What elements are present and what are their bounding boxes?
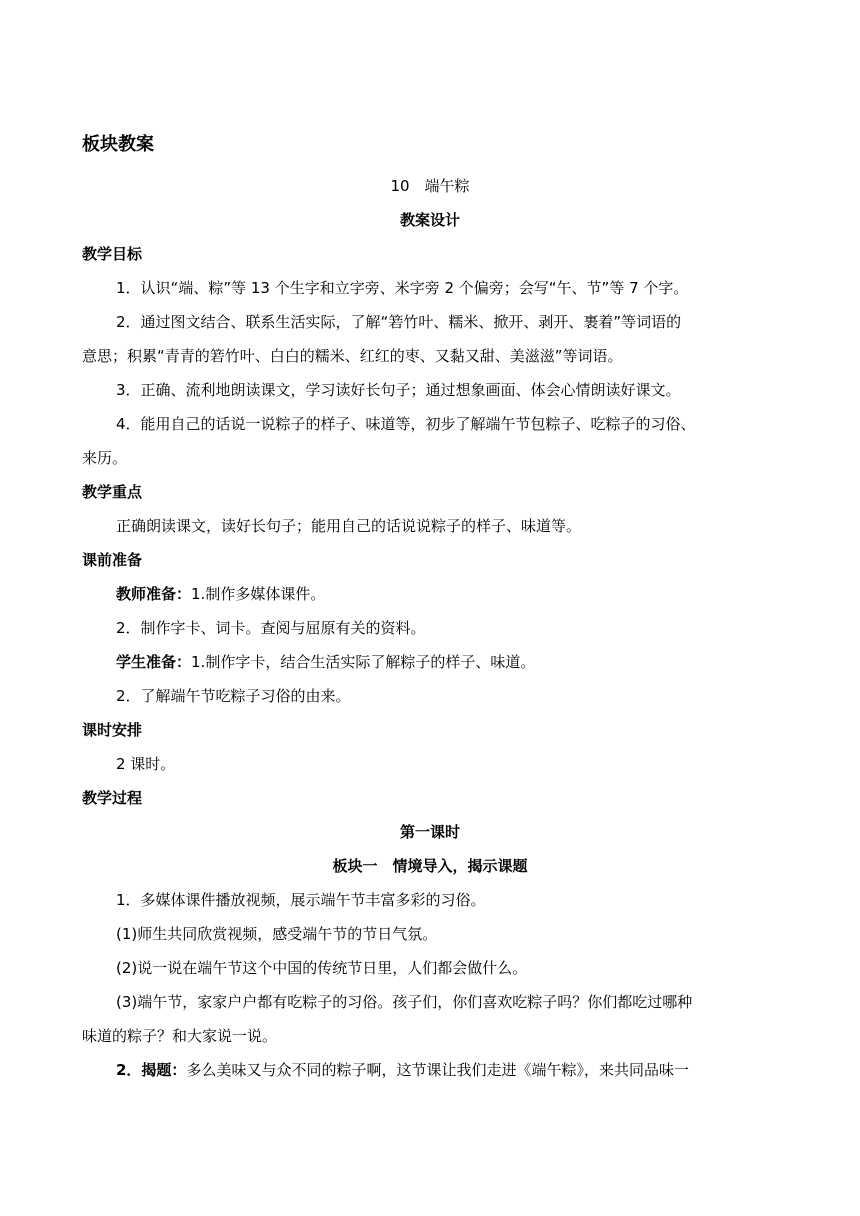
block-title: 板块教案 bbox=[82, 134, 154, 155]
design-title: 教案设计 bbox=[399, 211, 460, 229]
student-prep-label: 学生准备： bbox=[116, 653, 192, 671]
process-item-1-3-line-1: (3)端午节，家家户户都有吃粽子的习俗。孩子们，你们喜欢吃粽子吗？你们都吃过哪种 bbox=[116, 993, 693, 1011]
objective-1: 1．认识“端、粽”等 13 个生字和立字旁、米字旁 2 个偏旁；会写“午、节”等 7 个字。 bbox=[116, 279, 689, 297]
teacher-prep-label: 教师准备： bbox=[116, 585, 192, 603]
period-title: 第一课时 bbox=[399, 823, 460, 841]
schedule-heading: 课时安排 bbox=[82, 721, 143, 739]
teacher-prep-text: 1.制作多媒体课件。 bbox=[191, 585, 326, 603]
preparation-heading: 课前准备 bbox=[82, 551, 143, 569]
objective-2-line-1: 2．通过图文结合、联系生活实际，了解“箬竹叶、糯米、掀开、剥开、裹着”等词语的 bbox=[116, 313, 682, 331]
key-point-1: 正确朗读课文，读好长句子；能用自己的话说说粽子的样子、味道等。 bbox=[116, 517, 582, 535]
process-item-1-2: (2)说一说在端午节这个中国的传统节日里，人们都会做什么。 bbox=[116, 959, 528, 977]
student-prep-line-1 bbox=[116, 652, 816, 672]
student-prep-line-2: 2．了解端午节吃粽子习俗的由来。 bbox=[116, 687, 351, 705]
objective-3: 3．正确、流利地朗读课文，学习读好长句子；通过想象画面、体会心情朗读好课文。 bbox=[116, 381, 681, 399]
objectives-heading: 教学目标 bbox=[82, 245, 143, 263]
reveal-title-text: 多么美味又与众不同的粽子啊，这节课让我们走进《端午粽》，来共同品味一 bbox=[186, 1061, 689, 1079]
student-prep-text: 1.制作字卡，结合生活实际了解粽子的样子、味道。 bbox=[191, 653, 536, 671]
process-heading: 教学过程 bbox=[82, 789, 143, 807]
teacher-prep-line-1 bbox=[116, 584, 816, 604]
lesson-title: 10 端午粽 bbox=[390, 177, 470, 195]
teacher-prep-line-2: 2．制作字卡、词卡。查阅与屈原有关的资料。 bbox=[116, 619, 426, 637]
objective-2-line-2: 意思；积累“青青的箬竹叶、白白的糯米、红红的枣、又黏又甜、美滋滋”等词语。 bbox=[82, 347, 623, 365]
section-title: 板块一 情境导入，揭示课题 bbox=[332, 857, 528, 875]
schedule-text: 2 课时。 bbox=[116, 755, 176, 773]
process-item-2 bbox=[116, 1060, 816, 1080]
process-item-1-3-line-2: 味道的粽子？和大家说一说。 bbox=[82, 1027, 278, 1045]
reveal-title-label: 2．揭题： bbox=[116, 1061, 187, 1079]
key-points-heading: 教学重点 bbox=[82, 483, 143, 501]
objective-4-line-2: 来历。 bbox=[82, 449, 128, 467]
process-item-1: 1．多媒体课件播放视频，展示端午节丰富多彩的习俗。 bbox=[116, 891, 486, 909]
process-item-1-1: (1)师生共同欣赏视频，感受端午节的节日气氛。 bbox=[116, 925, 438, 943]
objective-4-line-1: 4．能用自己的话说一说粽子的样子、味道等，初步了解端午节包粽子、吃粽子的习俗、 bbox=[116, 415, 696, 433]
